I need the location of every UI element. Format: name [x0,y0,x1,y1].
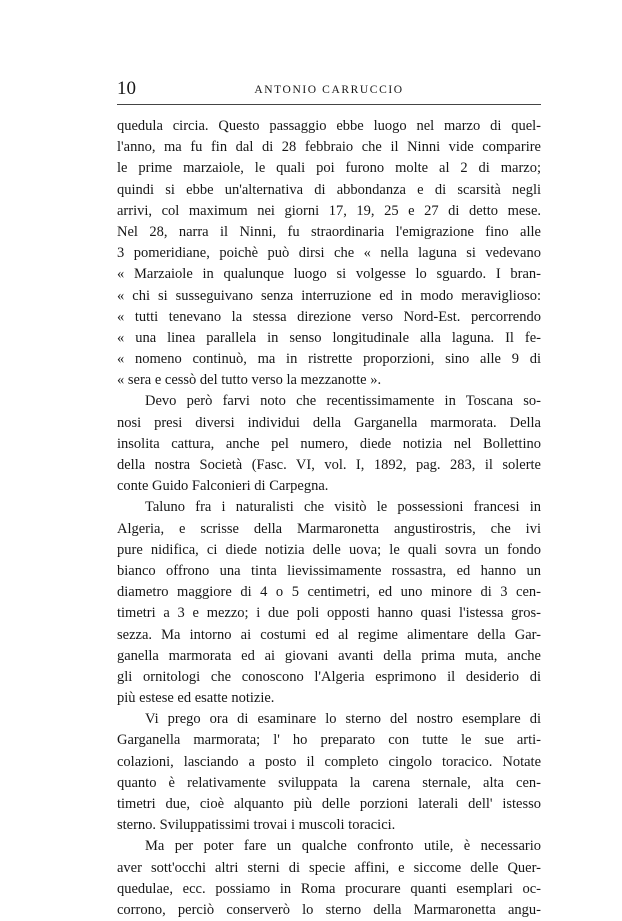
text-line: nosi presi diversi individui della Garganella marmorata. Della [117,414,541,431]
text-line: quedulae, ecc. possiamo in Roma procurare quanti esemplari oc- [117,880,541,897]
text-line: « tutti tenevano la stessa direzione verso Nord-Est. percorrendo [117,308,541,325]
text-line: corrono, perciò conserverò lo sterno della Marmaronetta angu- [117,901,541,918]
text-line: « chi si susseguivano senza interruzione ed in modo meraviglioso: [117,287,541,304]
body-text [117,116,541,921]
text-line: quedula circia. Questo passaggio ebbe luogo nel marzo di quel- [117,118,541,134]
text-line: timetri a 3 e mezzo; i due poli opposti hanno quasi l'istessa gros- [117,605,541,622]
text-line: Devo però farvi noto che recentissimamente in Toscana so- [145,393,541,410]
text-line: più estese ed esatte notizie. [117,690,275,707]
text-line: « nomeno continuò, ma in ristrette proporzioni, sino alle 9 di [117,351,541,368]
text-line: pure nidifica, ci diede notizia delle uova; le quali sovra un fondo [117,541,541,558]
text-line: della nostra Società (Fasc. VI, vol. I, 1892, pag. 283, il solerte [117,457,541,473]
page-header [117,78,541,100]
running-title: ANTONIO CARRUCCIO [254,84,404,96]
text-line: Ma per poter fare un qualche confronto utile, è necessario [145,838,541,855]
text-line: gli ornitologi che conoscono l'Algeria esprimono il desiderio di [117,668,541,685]
header-rule [117,104,541,105]
text-line: sezza. Ma intorno ai costumi ed al regime alimentare della Gar- [117,626,541,643]
text-line: « sera e cessò del tutto verso la mezzanotte ». [117,372,382,389]
text-line: diametro maggiore di 4 o 5 centimetri, ed uno minore di 3 cen- [117,584,541,601]
text-line: ganella marmorata ed ai giovani avanti della prima muta, anche [117,647,541,664]
text-line: l'anno, ma fu fin dal di 28 febbraio che il Ninni vide comparire [117,139,541,156]
text-line: Algeria, e scrisse della Marmaronetta angustirostris, che ivi [117,520,541,537]
text-line: colazioni, lasciando a posto il completo cingolo toracico. Notate [117,753,541,770]
text-line: Garganella marmorata; l' ho preparato con tutte le sue arti- [117,732,541,749]
text-line: sterno. Sviluppatissimi trovai i muscoli toracici. [117,817,396,834]
text-line: « Marzaiole in qualunque luogo si volgesse lo sguardo. I bran- [117,266,541,283]
text-line: le prime marzaiole, le quali poi furono molte al 2 di marzo; [117,160,541,177]
text-line: aver sott'occhi altri sterni di specie affini, e siccome delle Quer- [117,859,541,876]
page-number: 10 [117,78,136,99]
text-line: Nel 28, narra il Ninni, fu straordinaria l'emigrazione fino alle [117,223,541,240]
text-line: Taluno fra i naturalisti che visitò le possessioni francesi in [145,499,541,516]
text-line: insolita cattura, anche pel numero, diede notizia nel Bollettino [117,435,541,452]
text-line: 3 pomeridiane, poichè può dirsi che « nella laguna si vedevano [117,245,541,262]
text-line: Vi prego ora di esaminare lo sterno del nostro esemplare di [145,711,541,728]
text-line: « una linea parallela in senso longitudinale alla laguna. Il fe- [117,329,541,346]
text-line: timetri due, cioè alquanto più delle porzioni laterali dell' istesso [117,796,541,812]
text-line: quanto è relativamente sviluppata la carena sternale, alta cen- [117,774,541,791]
text-line: conte Guido Falconieri di Carpegna. [117,478,329,495]
text-line: arrivi, col maximum nei giorni 17, 19, 25 e 27 di detto mese. [117,202,541,219]
text-line: quindi si ebbe un'alternativa di abbondanza e di scarsità negli [117,181,541,198]
text-line: bianco offrono una tinta lievissimamente rossastra, ed hanno un [117,562,541,579]
